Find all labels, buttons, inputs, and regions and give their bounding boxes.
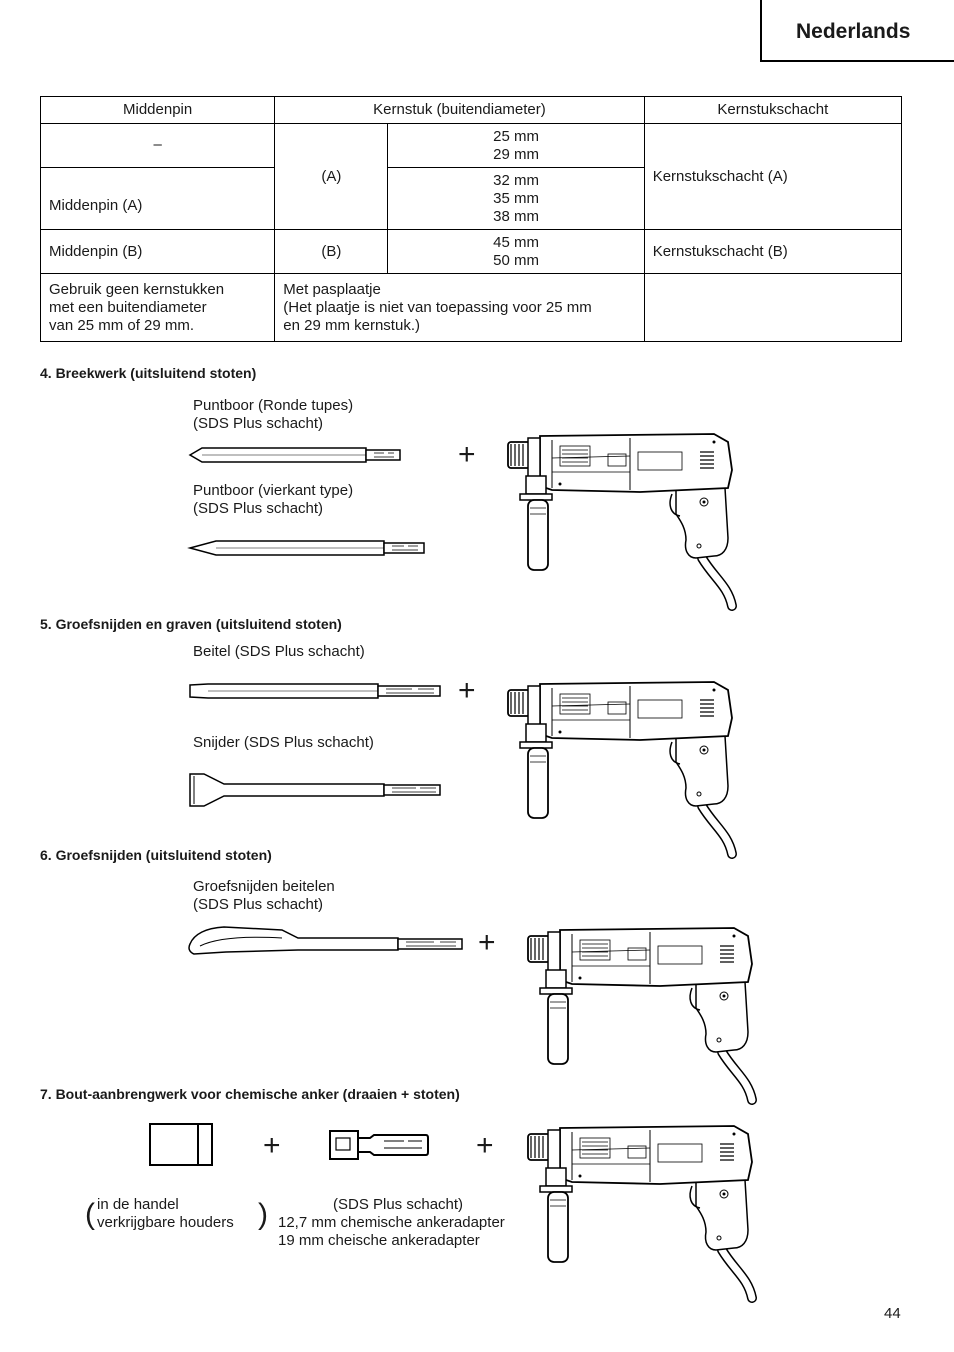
section-7-title: 7. Bout-aanbrengwerk voor chemische anker (draaien + stoten): [40, 1086, 460, 1102]
paren-open: (: [85, 1198, 95, 1231]
plate-line: Met pasplaatje: [283, 280, 381, 298]
pointed-chisel-square-label: [193, 482, 353, 518]
plus-symbol: +: [458, 438, 476, 471]
label-line: (SDS Plus schacht): [193, 500, 324, 517]
table-row: [41, 274, 902, 342]
rotary-hammer-illustration: [500, 428, 740, 608]
table-row: [41, 230, 902, 274]
page-number: 44: [884, 1305, 901, 1322]
label-line: (SDS Plus schacht): [333, 1196, 464, 1213]
core-bit-table: [40, 96, 902, 342]
table-row: [41, 124, 902, 168]
row1-sizes: [388, 124, 644, 168]
size-38: 38 mm: [493, 207, 539, 225]
size-29: 29 mm: [493, 145, 539, 163]
label-line: Puntboor (Ronde tupes): [193, 397, 354, 414]
size-25: 25 mm: [493, 127, 539, 145]
size-35: 35 mm: [493, 189, 539, 207]
pointed-chisel-round-illustration: [188, 444, 408, 466]
cutter-label: Snijder (SDS Plus schacht): [193, 734, 374, 751]
flat-chisel-label: Beitel (SDS Plus schacht): [193, 643, 365, 660]
language-label: Nederlands: [796, 20, 911, 43]
header-middenpin: Middenpin: [41, 97, 275, 124]
label-line: 19 mm cheische ankeradapter: [278, 1232, 480, 1249]
note-line: met een buitendiameter: [49, 298, 207, 316]
size-32: 32 mm: [493, 171, 539, 189]
label-line: 12,7 mm chemische ankeradapter: [278, 1214, 505, 1231]
section-4-title: 4. Breekwerk (uitsluitend stoten): [40, 365, 257, 381]
label-line: verkrijgbare houders: [97, 1214, 234, 1231]
label-line: Puntboor (vierkant type): [193, 482, 354, 499]
chemical-anchor-adapter-illustration: [328, 1128, 432, 1164]
label-line: Groefsnijden beitelen: [193, 878, 335, 895]
paren-close: ): [258, 1198, 268, 1231]
group-a-label: (A): [275, 124, 388, 230]
plate-line: en 29 mm kernstuk.): [283, 316, 420, 334]
plus-symbol: +: [478, 926, 496, 959]
adapter-label: [278, 1196, 505, 1250]
plus-symbol: +: [263, 1129, 281, 1162]
plus-symbol: +: [458, 674, 476, 707]
label-line: (SDS Plus schacht): [193, 415, 324, 432]
row2-pin: Middenpin (A): [41, 168, 275, 230]
row4-note: [41, 274, 275, 342]
language-tab: [760, 0, 954, 62]
shaft-b: Kernstukschacht (B): [644, 230, 901, 274]
pointed-chisel-round-label: [193, 397, 353, 433]
grooving-chisel-label: [193, 878, 335, 914]
table-header-row: [41, 97, 902, 124]
flat-chisel-illustration: [188, 681, 448, 701]
rotary-hammer-illustration: [520, 1120, 760, 1300]
rotary-hammer-illustration: [500, 676, 740, 856]
holder-label: [97, 1196, 234, 1232]
section-5-title: 5. Groefsnijden en graven (uitsluitend stoten): [40, 616, 342, 632]
cutter-illustration: [188, 772, 448, 810]
group-b-label: (B): [275, 230, 388, 274]
label-line: in de handel: [97, 1196, 179, 1213]
plate-line: (Het plaatje is niet van toepassing voor 25 mm: [283, 298, 592, 316]
section-6-title: 6. Groefsnijden (uitsluitend stoten): [40, 847, 272, 863]
pointed-chisel-square-illustration: [188, 538, 428, 558]
size-45: 45 mm: [493, 233, 539, 251]
socket-holder-illustration: [148, 1122, 218, 1168]
header-kernstuk: Kernstuk (buitendiameter): [275, 97, 644, 124]
rotary-hammer-illustration: [520, 922, 760, 1102]
row4-empty: [644, 274, 901, 342]
row1-pin: –: [41, 124, 275, 168]
plus-symbol: +: [476, 1129, 494, 1162]
note-line: van 25 mm of 29 mm.: [49, 316, 195, 334]
shaft-a: Kernstukschacht (A): [644, 124, 901, 230]
row2-sizes: [388, 168, 644, 230]
grooving-chisel-illustration: [186, 924, 470, 958]
note-line: Gebruik geen kernstukken: [49, 280, 225, 298]
row4-plate: [275, 274, 644, 342]
header-kernstukschacht: Kernstukschacht: [644, 97, 901, 124]
row3-sizes: [388, 230, 644, 274]
row3-pin: Middenpin (B): [41, 230, 275, 274]
size-50: 50 mm: [493, 251, 539, 269]
label-line: (SDS Plus schacht): [193, 896, 324, 913]
